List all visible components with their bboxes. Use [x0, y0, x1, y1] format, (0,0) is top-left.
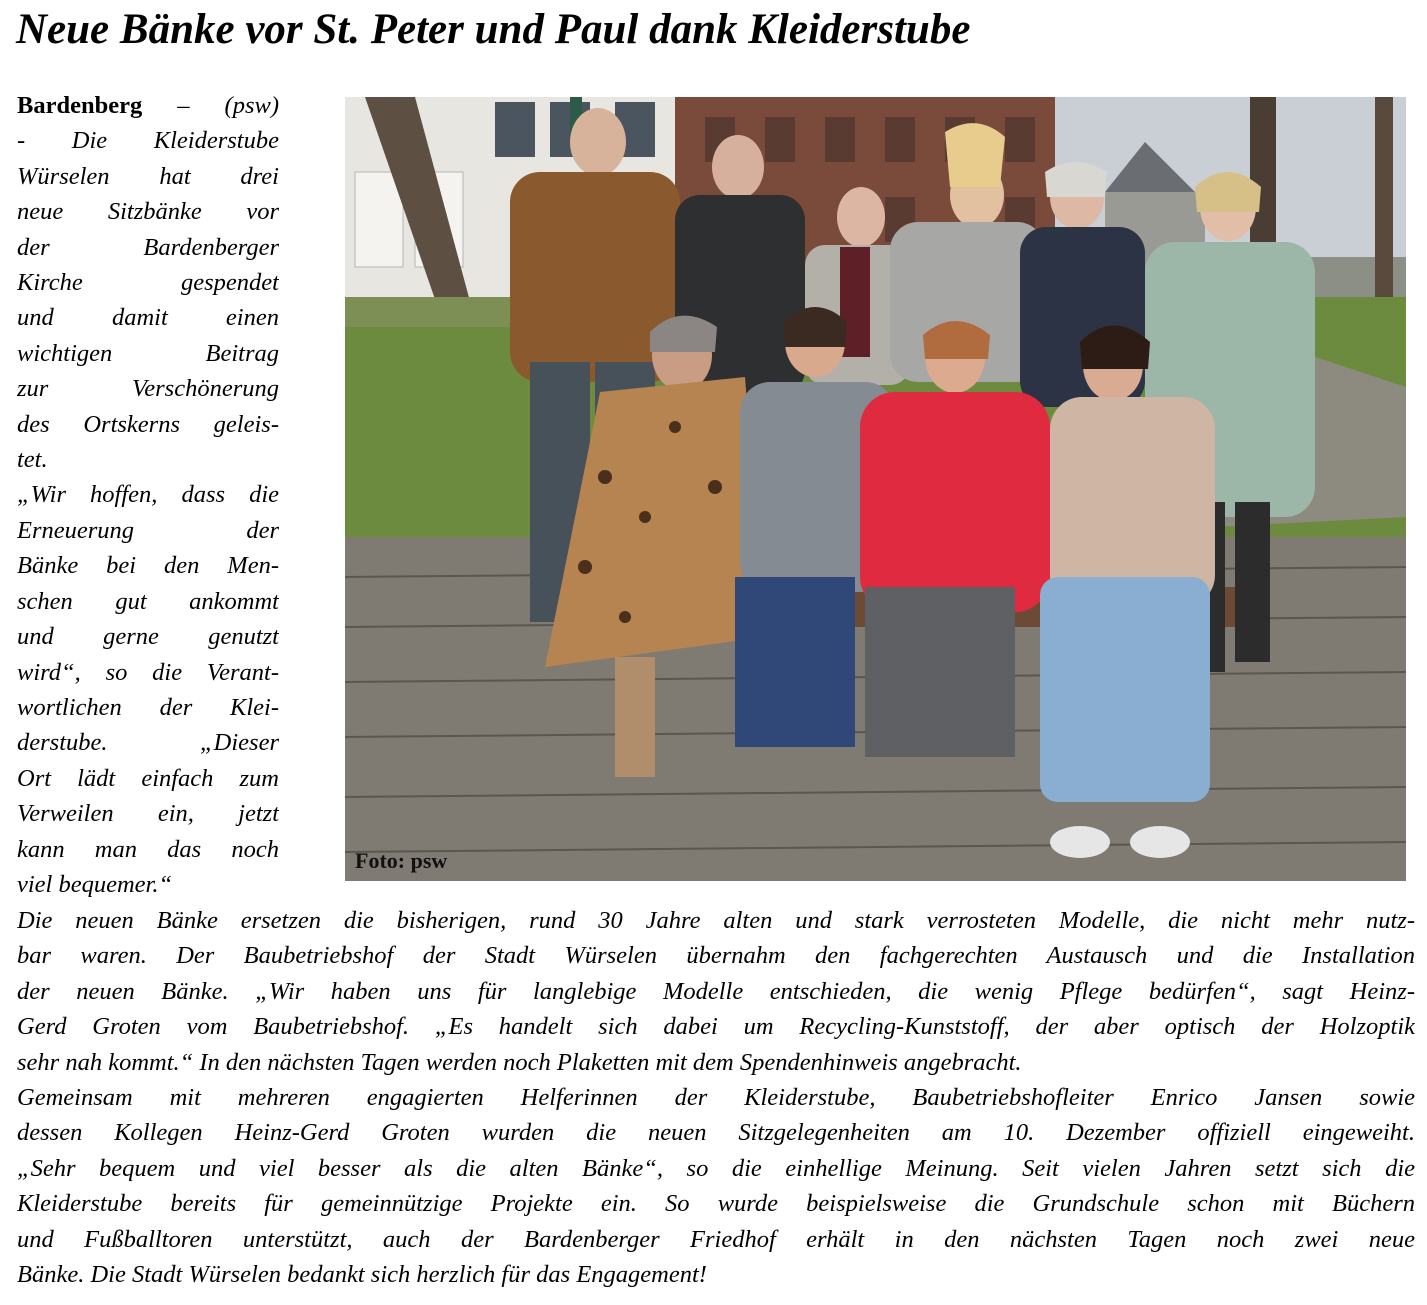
dateline-source: – (psw) — [142, 92, 279, 119]
column-line: Erneuerung der — [17, 516, 279, 544]
dateline-place: Bardenberg — [17, 92, 143, 119]
column-line: zur Verschönerung — [17, 375, 279, 403]
column-line: schen gut ankommt — [17, 587, 279, 615]
body-line: Die neuen Bänke ersetzen die bisherigen, rund 30 Jahre alten und stark verrosteten Modelle, die nicht mehr nutz- — [17, 907, 1415, 934]
body-line: Bänke. Die Stadt Würselen bedankt sich herzlich für das Engagement! — [17, 1261, 707, 1289]
body-line: bar waren. Der Baubetriebshof der Stadt Würselen übernahm den fachgerechten Austausch und die Installation — [17, 942, 1415, 970]
column-line: wird“, so die Verant- — [17, 658, 279, 686]
column-line: der Bardenberger — [17, 233, 279, 261]
column-line: „Wir hoffen, dass die — [17, 481, 279, 509]
photo-credit: Foto: psw — [355, 848, 448, 873]
column-line: - Die Kleiderstube — [17, 127, 279, 155]
dateline — [17, 88, 279, 123]
group-photo — [345, 97, 1406, 881]
body-line: der neuen Bänke. „Wir haben uns für langlebige Modelle entschieden, die wenig Pflege bedürfen“, sagt Heinz- — [17, 977, 1415, 1005]
column-line: Verweilen ein, jetzt — [17, 800, 279, 828]
column-line: Ort lädt einfach zum — [17, 764, 279, 792]
body-line: Gemeinsam mit mehreren engagierten Helferinnen der Kleiderstube, Baubetriebshofleiter Enrico Jansen sowie — [17, 1084, 1415, 1112]
body-line: sehr nah kommt.“ In den nächsten Tagen werden noch Plaketten mit dem Spendenhinweis angebracht. — [17, 1048, 1022, 1076]
column-line: und gerne genutzt — [17, 623, 279, 651]
body-line: Kleiderstube bereits für gemeinnützige Projekte ein. So wurde beispielsweise die Grundschule schon mit Büchern — [17, 1190, 1415, 1218]
body-line: „Sehr bequem und viel besser als die alten Bänke“, so die einhellige Meinung. Seit vielen Jahren setzt sich die — [17, 1154, 1415, 1182]
column-line: derstube. „Dieser — [17, 729, 279, 757]
column-line: Würselen hat drei — [17, 162, 279, 190]
article-headline: Neue Bänke vor St. Peter und Paul dank Kleiderstube — [16, 6, 971, 53]
column-line: wichtigen Beitrag — [17, 339, 279, 367]
body-line: dessen Kollegen Heinz-Gerd Groten wurden die neuen Sitzgelegenheiten am 10. Dezember offiziell eingeweiht. — [17, 1119, 1415, 1147]
column-line: neue Sitzbänke vor — [17, 198, 279, 226]
body-line: Gerd Groten vom Baubetriebshof. „Es handelt sich dabei um Recycling-Kunststoff, der aber optisch der Holzoptik — [17, 1013, 1415, 1041]
column-line: Bänke bei den Men- — [17, 552, 279, 580]
article-intro-column — [17, 88, 279, 902]
column-line: Kirche gespendet — [17, 269, 279, 297]
column-line: wortlichen der Klei- — [17, 693, 279, 721]
column-line: tet. — [17, 446, 48, 474]
column-line: viel bequemer.“ — [17, 870, 173, 898]
column-line: kann man das noch — [17, 835, 279, 863]
body-line: und Fußballtoren unterstützt, auch der Bardenberger Friedhof erhält in den nächsten Tagen noch zwei neue — [17, 1225, 1415, 1253]
column-line: und damit einen — [17, 304, 279, 332]
article-body — [17, 903, 1415, 1292]
group-photo-illustration — [345, 97, 1406, 881]
column-line: des Ortskerns geleis- — [17, 410, 279, 438]
